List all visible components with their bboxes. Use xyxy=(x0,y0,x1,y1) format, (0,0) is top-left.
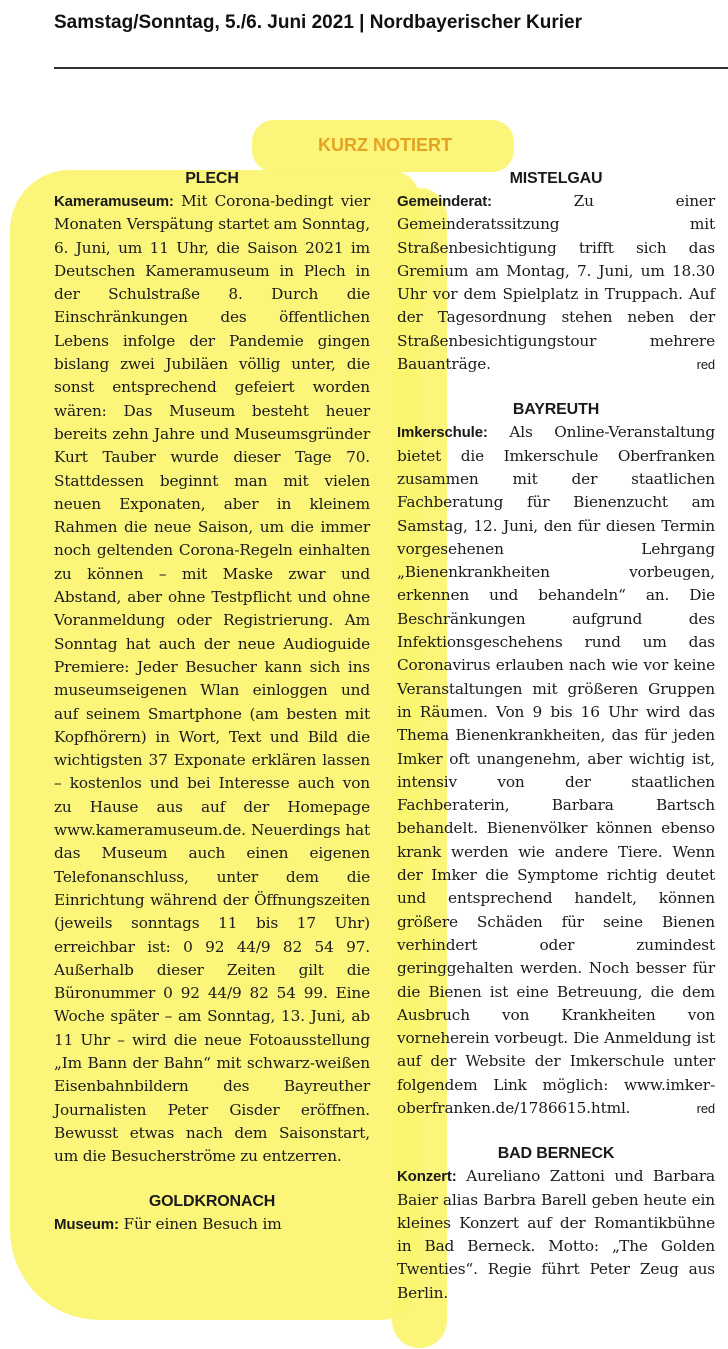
article-lead: Kameramuseum: xyxy=(54,193,174,210)
article-place: PLECH xyxy=(185,170,239,187)
article-lead: Imkerschule: xyxy=(397,424,488,442)
column-left xyxy=(54,168,370,1237)
article-text: Mit Corona-bedingt vier Monaten Verspätung startet am Sonntag, 6. Juni, um 11 Uhr, die Saison 2021 im Deutschen Kameramuseum in Plech in der Schulstraße 8. Durch die Einschränkungen des öffentlichen Lebens infolge der Pandemie gingen bislang zwei Jubiläen völlig unter, die sonst entsprechend gefeiert worden wären: Das Museum besteht heuer bereits zehn Jahre und Museumsgründer Kurt Tauber wurde dieser Tage 70. Stattdessen beginnt man mit vielen neuen Exponaten, aber in kleinem Rahmen die neue Saison, um die immer noch geltenden Corona-Regeln einhalten zu können – mit Maske zwar und Abstand, aber ohne Testpflicht und ohne Voranmeldung oder Registrierung. Am Sonntag hat auch der neue Audioguide Premiere: Jeder Besucher kann sich ins museumseigenen Wlan einloggen und auf seinem Smartphone (am besten mit Kopfhörern) in Wort, Text und Bild die wichtigsten 37 Exponate erklären lassen – kostenlos und bei Interesse auch von zu Hause aus auf der Homepage www.kameramuseum.de. Neuerdings hat das Museum auch einen eigenen Telefonanschluss, unter dem die Einrichtung während der Öffnungszeiten (jeweils sonntags 11 bis 17 Uhr) erreichbar ist: 0 92 44/9 82 54 97. Außerhalb dieser Zeiten gilt die Büronummer 0 92 44/9 82 54 99. Eine Woche später – am Sonntag, 13. Juni, ab 11 Uhr – wird die neue Fotoausstellung „Im Bann der Bahn“ mit schwarz-weißen Eisenbahnbildern des Bayreuther Journalisten Peter Gisder eröffnen. Bewusst etwas nach dem Saisonstart, um die Besucherströme zu entzerren. xyxy=(54,192,370,1166)
article-lead: Gemeinderat: xyxy=(397,193,492,210)
article-body xyxy=(54,1213,370,1236)
article-signature: red xyxy=(696,357,715,373)
section-title: KURZ NOTIERT xyxy=(318,135,452,155)
article-lead: Museum: xyxy=(54,1216,119,1234)
article-signature: red xyxy=(696,1100,715,1116)
article-text: Aureliano Zattoni und Barbara Baier alias Barbra Barell geben heute ein kleines Konzert auf der Romantikbühne in Bad Berneck. Motto: „The Golden Twenties“. Regie führt Peter Zeug aus Berlin. xyxy=(397,1167,716,1302)
article-place: BAD BERNECK xyxy=(497,1145,615,1163)
article-body xyxy=(54,190,370,1168)
article-body xyxy=(397,1165,715,1305)
article-place: MISTELGAU xyxy=(509,170,603,187)
column-right xyxy=(397,168,715,1305)
page-header: Samstag/Sonntag, 5./6. Juni 2021 | Nordbayerischer Kurier xyxy=(54,12,583,33)
article-place: BAYREUTH xyxy=(512,401,600,419)
article-text: Zu einer Gemeinderatssitzung mit Straßenbesichtigung trifft sich das Gremium am Montag, 7. Juni, um 18.30 Uhr vor dem Spielplatz in Truppach. Auf der Tagesordnung stehen neben der Straßenbesichtigungstour mehrere Bauanträge. xyxy=(397,192,715,374)
article-text: Für einen Besuch im xyxy=(123,1215,282,1234)
article-text: Als Online-Veranstaltung bietet die Imkerschule Oberfranken zusammen mit der staatlichen Fachberatung für Bienenzucht am Samstag, 12. Juni, den für diesen Termin vorgesehenen Lehrgang „Bienenkrankheiten vorbeugen, erkennen und behandeln“ an. Die Beschränkungen aufgrund des Infektionsgeschehens rund um das Coronavirus erlauben nach wie vor keine Veranstaltungen mit größeren Gruppen in Räumen. Von 9 bis 16 Uhr wird das Thema Bienenkrankheiten, das für jeden Imker oft unangenehm, aber wichtig ist, intensiv von der staatlichen Fachberaterin, Barbara Bartsch behandelt. Bienenvölker können ebenso krank werden wie andere Tiere. Wenn der Imker die Symptome richtig deutet und entsprechend handelt, können größere Schäden für seine Bienen verhindert oder zumindest geringgehalten werden. Noch besser für die Bienen ist eine Betreuung, die dem Ausbruch von Krankheiten von vorneherein vorbeugt. Die Anmeldung ist auf der Website der Imkerschule unter folgendem Link möglich: www.imker-oberfranken.de/1786615.html. xyxy=(397,423,716,1117)
article-lead: Konzert: xyxy=(397,1168,457,1186)
header-rule xyxy=(54,67,728,69)
article-body xyxy=(397,421,715,1120)
article-body xyxy=(397,190,715,376)
article-place: GOLDKRONACH xyxy=(148,1193,276,1211)
